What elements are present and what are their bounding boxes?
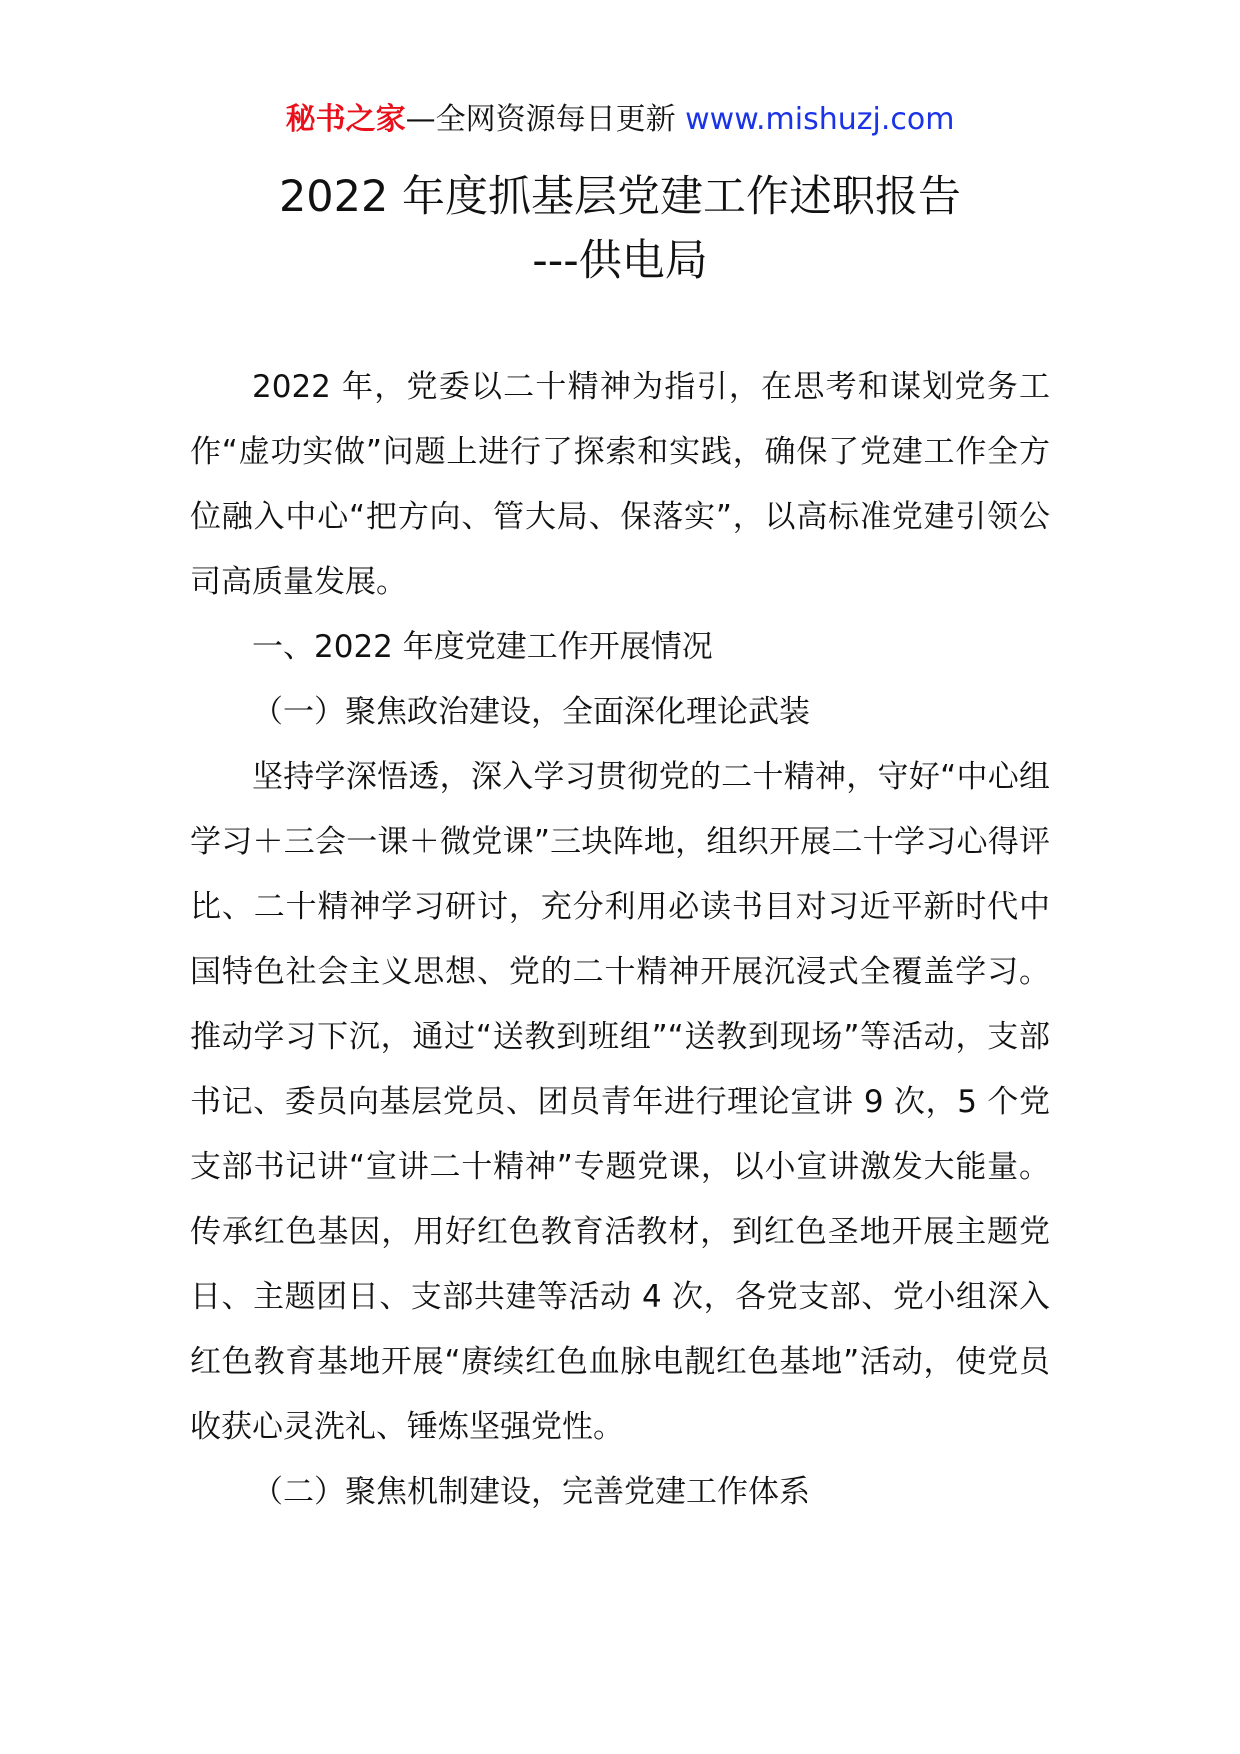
body-paragraph: 坚持学深悟透，深入学习贯彻党的二十精神，守好“中心组学习＋三会一课＋微党课”三块阵地，组织开展二十学习心得评比、二十精神学习研讨，充分利用必读书目对习近平新时代中国特色社会主义思想、党的二十精神开展沉浸式全覆盖学习。推动学习下沉，通过“送教到班组”“送教到现场”等活动，支部书记、委员向基层党员、团员青年进行理论宣讲 9 次，5 个党支部书记讲“宣讲二十精神”专题党课，以小宣讲激发大能量。传承红色基因，用好红色教育活教材，到红色圣地开展主题党日、主题团日、支部共建等活动 4 次，各党支部、党小组深入红色教育基地开展“赓续红色血脉电靓红色基地”活动，使党员收获心灵洗礼、锤炼坚强党性。 <box>190 759 1050 1445</box>
document-body <box>190 355 1050 1525</box>
subsection-heading: （二）聚焦机制建设，完善党建工作体系 <box>252 1474 810 1510</box>
section-heading: 一、2022 年度党建工作开展情况 <box>252 629 713 665</box>
site-slogan: —全网资源每日更新 <box>405 102 676 137</box>
document-subtitle: ---供电局 <box>532 236 708 286</box>
site-url-link[interactable]: www.mishuzj.com <box>685 102 955 137</box>
intro-paragraph: 2022 年，党委以二十精神为指引，在思考和谋划党务工作“虚功实做”问题上进行了探索和实践，确保了党建工作全方位融入中心“把方向、管大局、保落实”，以高标准党建引领公司高质量发展。 <box>190 369 1050 600</box>
document-title: 2022 年度抓基层党建工作述职报告 <box>278 172 962 222</box>
subsection-heading: （一）聚焦政治建设，全面深化理论武装 <box>252 694 810 730</box>
site-header <box>0 100 1240 140</box>
site-brand: 秘书之家 <box>285 102 406 137</box>
